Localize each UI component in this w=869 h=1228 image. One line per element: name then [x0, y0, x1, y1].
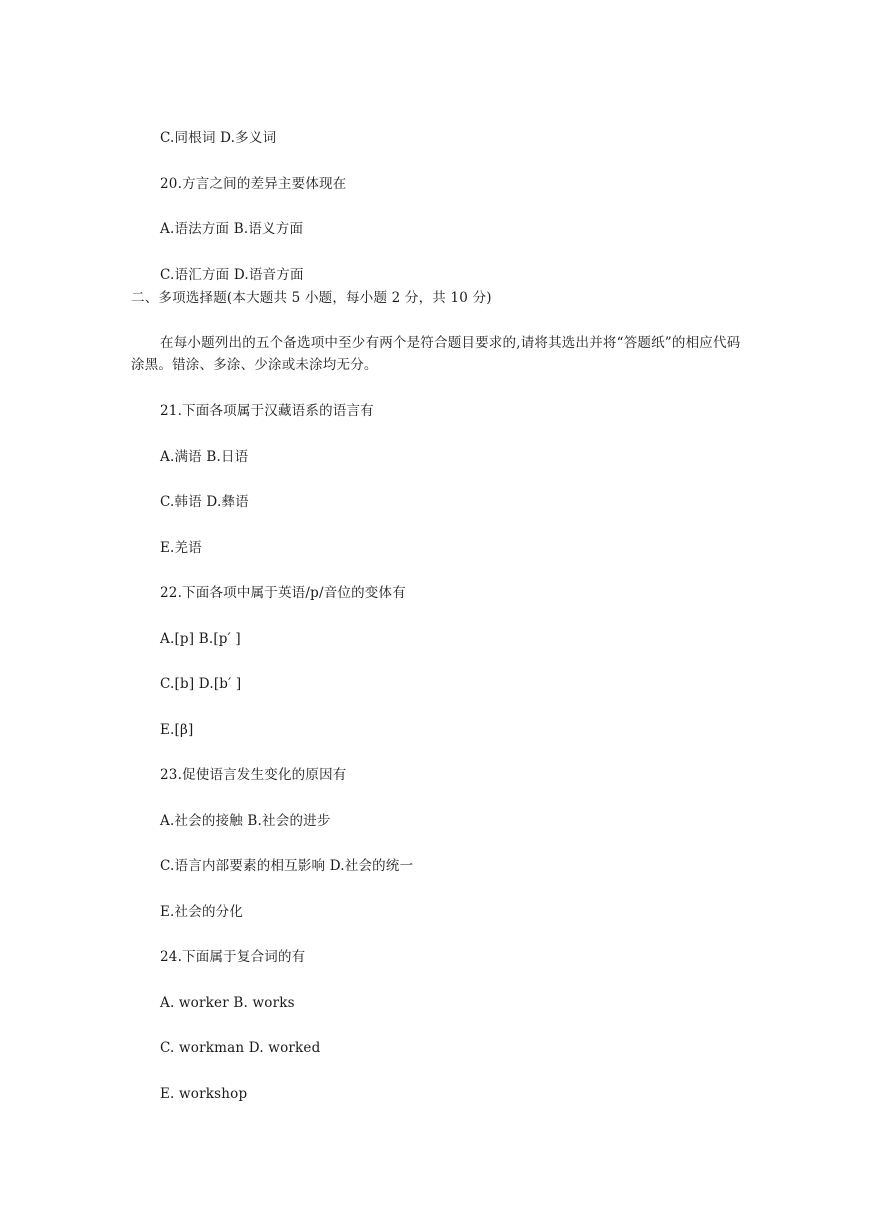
option-line: C.韩语 D.彝语 — [160, 494, 249, 510]
question-22: 22.下面各项中属于英语/p/音位的变体有 — [160, 585, 406, 601]
option-line: E.羌语 — [160, 540, 202, 556]
question-21: 21.下面各项属于汉藏语系的语言有 — [160, 403, 374, 419]
option-line: E. workshop — [160, 1086, 248, 1102]
option-line: E.社会的分化 — [160, 904, 244, 920]
option-line: A. worker B. works — [160, 995, 295, 1011]
instruction-text: 在每小题列出的五个备选项中至少有两个是符合题目要求的,请将其选出并将“答题纸”的相应代码涂黑。错涂、多涂、少涂或未涂均无分。 — [131, 335, 741, 373]
option-line: C.语汇方面 D.语音方面 — [160, 267, 304, 283]
option-line: C.[b] D.[b′ ] — [160, 676, 242, 692]
question-23: 23.促使语言发生变化的原因有 — [160, 767, 347, 783]
option-line: A.[p] B.[p′ ] — [160, 631, 241, 647]
option-line: A.满语 B.日语 — [160, 449, 249, 465]
option-line: E.[β] — [160, 722, 194, 738]
option-line: C. workman D. worked — [160, 1040, 321, 1056]
question-24: 24.下面属于复合词的有 — [160, 949, 306, 965]
option-line: A.语法方面 B.语义方面 — [160, 221, 304, 237]
section-heading: 二、多项选择题(本大题共 5 小题，每小题 2 分，共 10 分) — [131, 290, 492, 306]
section-instruction — [131, 332, 751, 376]
option-line: C.语言内部要素的相互影响 D.社会的统一 — [160, 858, 414, 874]
question-20: 20.方言之间的差异主要体现在 — [160, 176, 347, 192]
option-line: A.社会的接触 B.社会的进步 — [160, 813, 331, 829]
option-line: C.同根词 D.多义词 — [160, 130, 277, 146]
